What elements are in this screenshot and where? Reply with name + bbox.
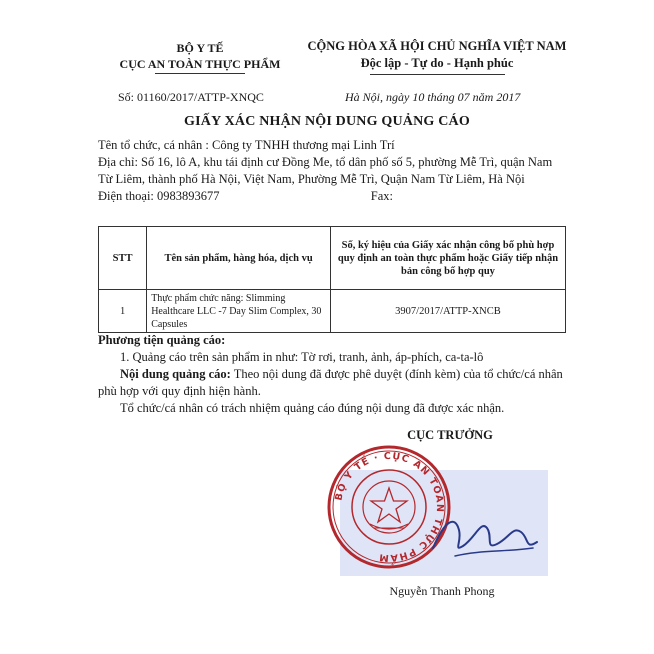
content-label: Nội dung quảng cáo: [120,367,231,381]
seal-text: BỘ Y TẾ · CỤC AN TOÀN THỰC PHẨM [333,450,446,564]
motto-underline [370,74,505,75]
advertising-means [98,332,573,417]
header-certificate: Số, ký hiệu của Giấy xác nhận công bố phù hợp quy định an toàn thực phẩm hoặc Giấy tiếp nhận bản công bố hợp quy [330,227,565,290]
product-table [98,226,566,333]
content-paragraph [98,366,573,400]
means-item-1: 1. Quảng cáo trên sản phẩm in như: Tờ rơi, tranh, ảnh, áp-phích, ca-ta-lô [120,350,484,364]
cell-stt: 1 [99,290,147,333]
org-phone: Điện thoại: 0983893677 [98,189,220,203]
agency-name: CỤC AN TOÀN THỰC PHẨM [119,57,281,71]
cell-product: Thực phẩm chức năng: Slimming Healthcare LLC -7 Day Slim Complex, 30 Capsules [147,290,331,333]
ministry-name: BỘ Y TẾ [176,41,224,55]
header-stt: STT [99,227,147,290]
org-address: Địa chỉ: Số 16, lô A, khu tái định cư Đồng Me, tổ dân phố số 5, phường Mễ Trì, quận Nam Từ Liêm, thành phố Hà Nội, Việt Nam, Phường Mễ Trì, Quận Nam Từ Liêm, Hà Nội [98,155,553,186]
table-row [99,290,566,333]
org-name: Tên tổ chức, cá nhân : Công ty TNHH thương mại Linh Trí [98,138,395,152]
cell-certificate: 3907/2017/ATTP-XNCB [330,290,565,333]
document-number: Số: 01160/2017/ATTP-XNQC [118,90,264,104]
responsibility-text: Tổ chức/cá nhân có trách nhiệm quảng cáo đúng nội dung đã được xác nhận. [120,401,505,415]
table-header-row [99,227,566,290]
place-date: Hà Nội, ngày 10 tháng 07 năm 2017 [345,90,521,104]
header-product: Tên sản phẩm, hàng hóa, dịch vụ [147,227,331,290]
signature-icon [425,500,545,570]
issuer-block [100,40,300,72]
org-fax: Fax: [370,189,393,203]
country-name: CỘNG HÒA XÃ HỘI CHỦ NGHĨA VIỆT NAM [307,39,567,53]
means-heading: Phương tiện quảng cáo: [98,333,226,347]
national-motto-block [292,38,582,72]
issuer-underline [155,73,245,74]
content-text: Theo nội dung đã được phê duyệt (đính kèm) của tổ chức/cá nhân phù hợp với quy định hiện hành. [98,367,563,398]
document-title: GIẤY XÁC NHẬN NỘI DUNG QUẢNG CÁO [184,114,470,129]
organization-info [98,137,568,205]
signer-title: CỤC TRƯỞNG [407,428,493,442]
signer-name: Nguyễn Thanh Phong [389,584,495,598]
motto: Độc lập - Tự do - Hạnh phúc [360,56,514,70]
